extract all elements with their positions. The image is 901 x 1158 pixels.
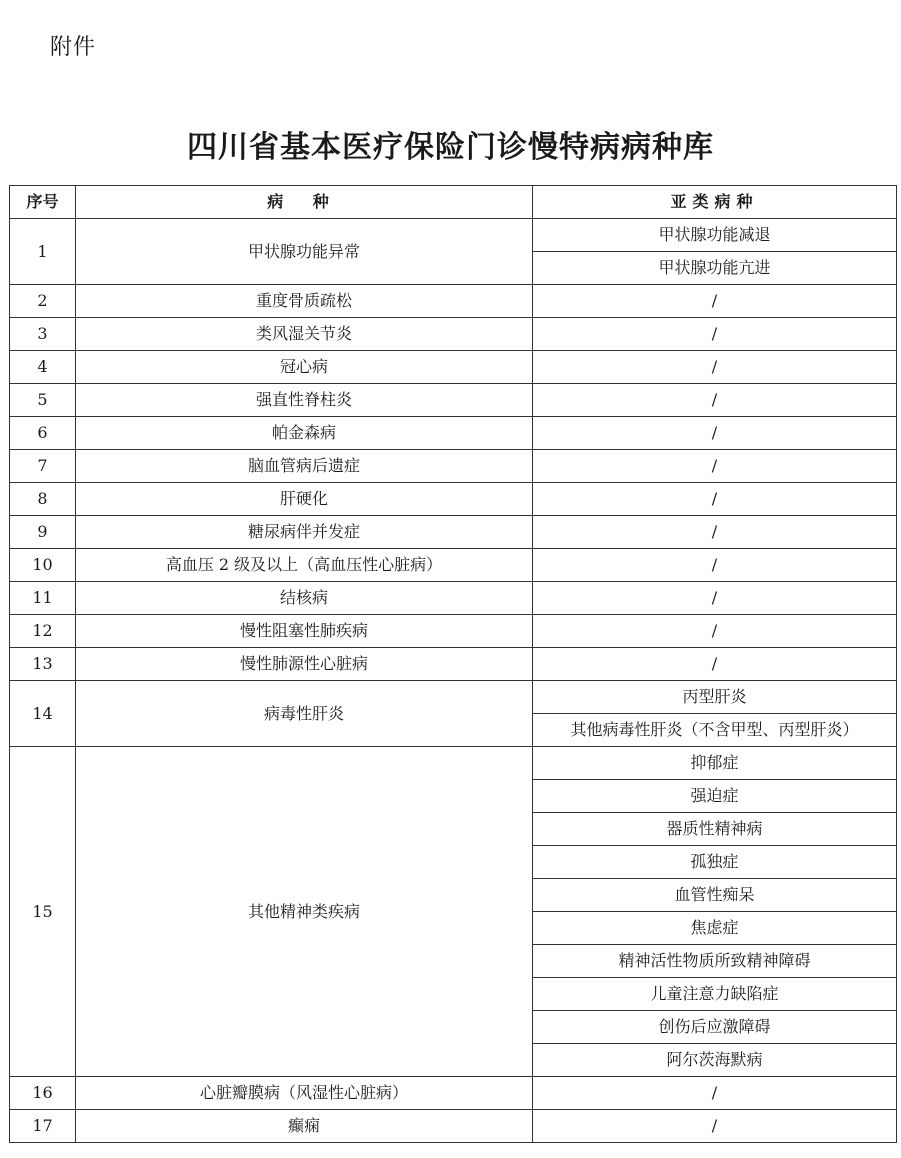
disease-name: 帕金森病 <box>76 417 533 450</box>
subtype-name: 抑郁症 <box>533 747 897 780</box>
disease-table <box>9 185 897 1143</box>
subtype-name: / <box>533 549 897 582</box>
disease-name: 重度骨质疏松 <box>76 285 533 318</box>
disease-name: 类风湿关节炎 <box>76 318 533 351</box>
table-row <box>10 285 897 318</box>
table-row <box>10 384 897 417</box>
row-number: 6 <box>10 417 76 450</box>
disease-name: 甲状腺功能异常 <box>76 219 533 285</box>
table-row <box>10 747 897 780</box>
row-number: 8 <box>10 483 76 516</box>
table-row <box>10 450 897 483</box>
table-row <box>10 318 897 351</box>
subtype-name: / <box>533 351 897 384</box>
disease-name: 高血压 2 级及以上（高血压性心脏病） <box>76 549 533 582</box>
subtype-name: 强迫症 <box>533 780 897 813</box>
subtype-name: / <box>533 1110 897 1143</box>
disease-name: 癫痫 <box>76 1110 533 1143</box>
subtype-name: / <box>533 582 897 615</box>
subtype-name: 儿童注意力缺陷症 <box>533 978 897 1011</box>
disease-name: 其他精神类疾病 <box>76 747 533 1077</box>
header-number: 序号 <box>10 186 76 219</box>
subtype-name: 焦虑症 <box>533 912 897 945</box>
subtype-name: 阿尔茨海默病 <box>533 1044 897 1077</box>
disease-name: 肝硬化 <box>76 483 533 516</box>
table-row <box>10 516 897 549</box>
subtype-name: 器质性精神病 <box>533 813 897 846</box>
disease-name: 慢性肺源性心脏病 <box>76 648 533 681</box>
row-number: 12 <box>10 615 76 648</box>
table-row <box>10 1110 897 1143</box>
row-number: 10 <box>10 549 76 582</box>
row-number: 4 <box>10 351 76 384</box>
row-number: 13 <box>10 648 76 681</box>
row-number: 2 <box>10 285 76 318</box>
header-subtype: 亚类病种 <box>533 186 897 219</box>
row-number: 9 <box>10 516 76 549</box>
row-number: 7 <box>10 450 76 483</box>
document-title: 四川省基本医疗保险门诊慢特病病种库 <box>187 130 714 165</box>
disease-name: 心脏瓣膜病（风湿性心脏病） <box>76 1077 533 1110</box>
table-row <box>10 582 897 615</box>
disease-name: 糖尿病伴并发症 <box>76 516 533 549</box>
subtype-name: / <box>533 516 897 549</box>
subtype-name: / <box>533 450 897 483</box>
disease-name: 强直性脊柱炎 <box>76 384 533 417</box>
row-number: 17 <box>10 1110 76 1143</box>
table-header-row <box>10 186 897 219</box>
table-row <box>10 1077 897 1110</box>
subtype-name: 甲状腺功能亢进 <box>533 252 897 285</box>
attachment-label: 附件 <box>50 35 97 60</box>
table-row <box>10 417 897 450</box>
subtype-name: / <box>533 384 897 417</box>
table-row <box>10 549 897 582</box>
row-number: 1 <box>10 219 76 285</box>
table-row <box>10 615 897 648</box>
subtype-name: 丙型肝炎 <box>533 681 897 714</box>
subtype-name: / <box>533 615 897 648</box>
row-number: 14 <box>10 681 76 747</box>
row-number: 3 <box>10 318 76 351</box>
subtype-name: / <box>533 1077 897 1110</box>
subtype-name: 孤独症 <box>533 846 897 879</box>
table-body <box>10 219 897 1143</box>
row-number: 5 <box>10 384 76 417</box>
subtype-name: / <box>533 417 897 450</box>
table-row <box>10 219 897 252</box>
table-row <box>10 483 897 516</box>
subtype-name: / <box>533 648 897 681</box>
subtype-name: 血管性痴呆 <box>533 879 897 912</box>
subtype-name: 创伤后应激障碍 <box>533 1011 897 1044</box>
disease-name: 病毒性肝炎 <box>76 681 533 747</box>
table-row <box>10 681 897 714</box>
subtype-name: 其他病毒性肝炎（不含甲型、丙型肝炎） <box>533 714 897 747</box>
subtype-name: 甲状腺功能减退 <box>533 219 897 252</box>
table-row <box>10 648 897 681</box>
row-number: 16 <box>10 1077 76 1110</box>
disease-name: 慢性阻塞性肺疾病 <box>76 615 533 648</box>
header-disease: 病 种 <box>76 186 533 219</box>
disease-name: 脑血管病后遗症 <box>76 450 533 483</box>
subtype-name: 精神活性物质所致精神障碍 <box>533 945 897 978</box>
disease-name: 冠心病 <box>76 351 533 384</box>
disease-name: 结核病 <box>76 582 533 615</box>
row-number: 15 <box>10 747 76 1077</box>
row-number: 11 <box>10 582 76 615</box>
subtype-name: / <box>533 318 897 351</box>
table-row <box>10 351 897 384</box>
subtype-name: / <box>533 483 897 516</box>
subtype-name: / <box>533 285 897 318</box>
